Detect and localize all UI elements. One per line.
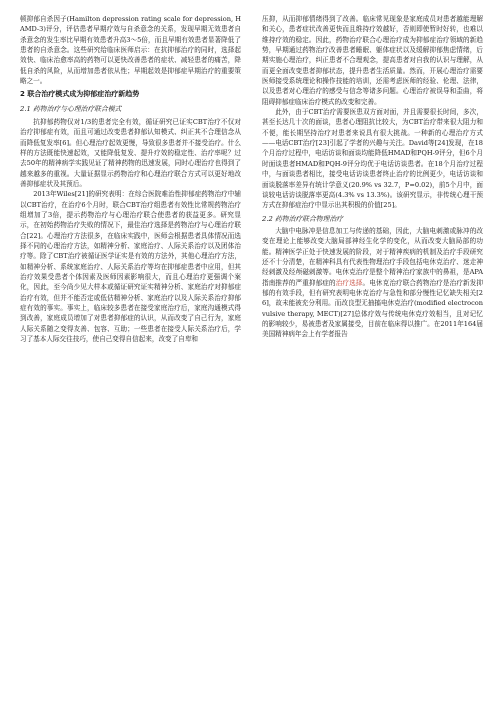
subsection-heading-drug-physical-therapy: 2.2 药物治疗联合物理治疗	[262, 214, 343, 223]
paragraph-drug-cbt: 抗抑郁药物仅对1/3的患者完全有效，循证研究已证实CBT治疗不仅对治疗抑郁症有效，而且可通过改变患者抑郁认知模式、纠正其不合理信念从而降低复发率[6]。但心理治疗起效更慢，导致很多患者并不接受治疗。什么样的方法既能快速起效，又能降低复发、提升疗效的稳定性、治疗率呢？过去50年的精神病学实践见证了精神药物的迅速发展，同时心理治疗也得到了越来越多的重视。大量证据显示药物治疗和心理治疗联合方式可以更好地改善抑郁症状及其预后。	[20, 117, 241, 188]
paragraph-telephone-cbt: 此外，由于CBT治疗需要医患双方面对面，并且需要很长时间，多次，甚至长达几十次的面谈，患者心理阻抗比较大，为CBT治疗带来很大阻力和不便，能长期坚持治疗对患者来说具有很大挑战。一种新的心理治疗方式——电话CBT治疗[23]引起了学者的兴趣与关注。David等[24]发现，在18个月治疗过程中，电话访谈和面谈均能降低HMAD和PQH-9评分，但6个月时面谈患者HMAD和PQH-9评分均优于电话访谈患者。在18个月治疗过程中，与面谈患者相比，接受电话访谈患者终止治疗的比例更少，电话访谈和面谈脱落率差异有统计学意义(20.9% vs 32.7，P=0.02)，前5个月中，面谈较电话访谈脱落率更高(4.3% vs 13.3%)。该研究显示，非传统心理干预方式在抑郁症治疗中显示出其积极的价值[25]。	[262, 108, 483, 210]
paragraph-electroconvulsive-therapy	[262, 226, 483, 340]
paragraph-continuation: 顿抑郁自杀因子(Hamilton depression rating scale for depression, HAMD-3)评分，评估患者早期疗效与自杀意念的关系，发现早期无效患者自杀意念的发生率比早期有效患者升高3～5倍，而且早期有效患者显著降低了患者的自杀意念。这些研究给临床医师启示：在抗抑郁治疗的同时，选择起效快、临床治愈率高的药物可以更快改善患者的症状、减轻患者的痛苦，降低自杀的风险，从而增加患者依从性；早期起效是抑郁症早期治疗的重要策略之一。	[20, 15, 241, 86]
highlighted-text: 治疗选择	[335, 278, 363, 287]
left-column	[20, 14, 241, 344]
ect-text-part-1: 大脑中电脉冲是信息加工与传递的基础，因此，大脑电刺激或脉冲的改变在理论上能够改变大脑局部神经生化学的变化，从而改变大脑局部的功能。精神医学正处于快速发展的阶段，对于精神疾病的机制及治疗手段研究还不十分清楚，在精神科具有代表性物理治疗手段包括电休克治疗、迷走神经刺激及经颅磁刺激等。电休克治疗是整个精神治疗家族中的鼻祖，是APA指南推荐的严重抑郁症的	[262, 227, 483, 287]
paragraph-family-therapy: 压抑，从而抑郁情绪得到了改善。临床常见现象是家庭成员对患者越能理解和关心，患者症状改善更快而且维持疗效越好，否则即使暂时好转，也难以维持疗效的稳定。因此，药物治疗联合心理治疗成为抑郁症治疗领域的新趋势，早期通过药物治疗改善患者睡眠、躯体症状以及缓解抑郁焦虑情绪，后期实施心理治疗，纠正患者不合理观念，提高患者对自我的认识与理解，从而更全面改变患者抑郁状态，提升患者生活质量。然而，开展心理治疗需要医师接受系统理论和操作技能的培训，还需考虑医师的经验、伦理、法律，以及患者对心理治疗的感受与信念等诸多问题。心理治疗被误导和歪曲，将阻碍抑郁症临床治疗模式的改变和完善。	[262, 15, 483, 106]
subsection-heading-drug-psychotherapy: 2.1 药物治疗与心理治疗联合模式	[20, 105, 122, 114]
section-heading-combined-therapy: 2 联合治疗模式成为抑郁症治疗新趋势	[20, 90, 140, 99]
paragraph-wiles-study: 2013年Wiles[21]的研究表明：在综合医院难治性抑郁症药物治疗中辅以CBT治疗，在治疗6个月时，联合CBT治疗组患者有效性比常规药物治疗组增加了3倍，提示药物治疗与心理治疗联合使患者的获益更多。研究显示，在初始药物治疗失败的情况下，最佳治疗选择是药物治疗与心理治疗联合[22]。心理治疗方法很多，在临床实践中，医师会根据患者具体情况而选择不同的心理治疗方法，如精神分析、家庭治疗、人际关系治疗以及团体治疗等。除了CBT治疗被循证医学证实是有效的方法外，其他心理治疗方法，如精神分析、系统家庭治疗、人际关系治疗等均在抑郁症患者中应用，但其治疗效果受患者个体因素及医师因素影响很大，而且心理治疗更强调个案化，因此，至今尚少见大样本或循证研究证实精神分析、家庭治疗对抑郁症治疗有效，但并不能否定或低估精神分析、家庭治疗以及人际关系治疗抑郁症有效的事实。事实上，临床较多患者在接受家庭治疗后，家庭沟通模式得到改善，家庭成员增加了对患者抑郁症的认识，从而改变了自己行为，家庭人际关系随之变得友善、包容、互助；一些患者在接受人际关系治疗后，学习了基本人际交往技巧，使自己变得自信起来，改变了自卑和	[20, 190, 241, 344]
ect-text-part-2: 。电休克治疗联合药物治疗是治疗新发抑郁的有效手段，但有研究表明电休克治疗与急性和部分慢性记忆缺失相关[26]，故未能被充分利用。而改良型无抽搐电休克治疗(modified electroconvulsive therapy, MECT)[27]总体疗效与传统电休克疗效相当，且对记忆的影响较少，易被患者及家属接受，目前在临床得以推广。在2011年164届美国精神病年会上有学者报告	[262, 278, 484, 339]
right-column	[262, 14, 483, 340]
